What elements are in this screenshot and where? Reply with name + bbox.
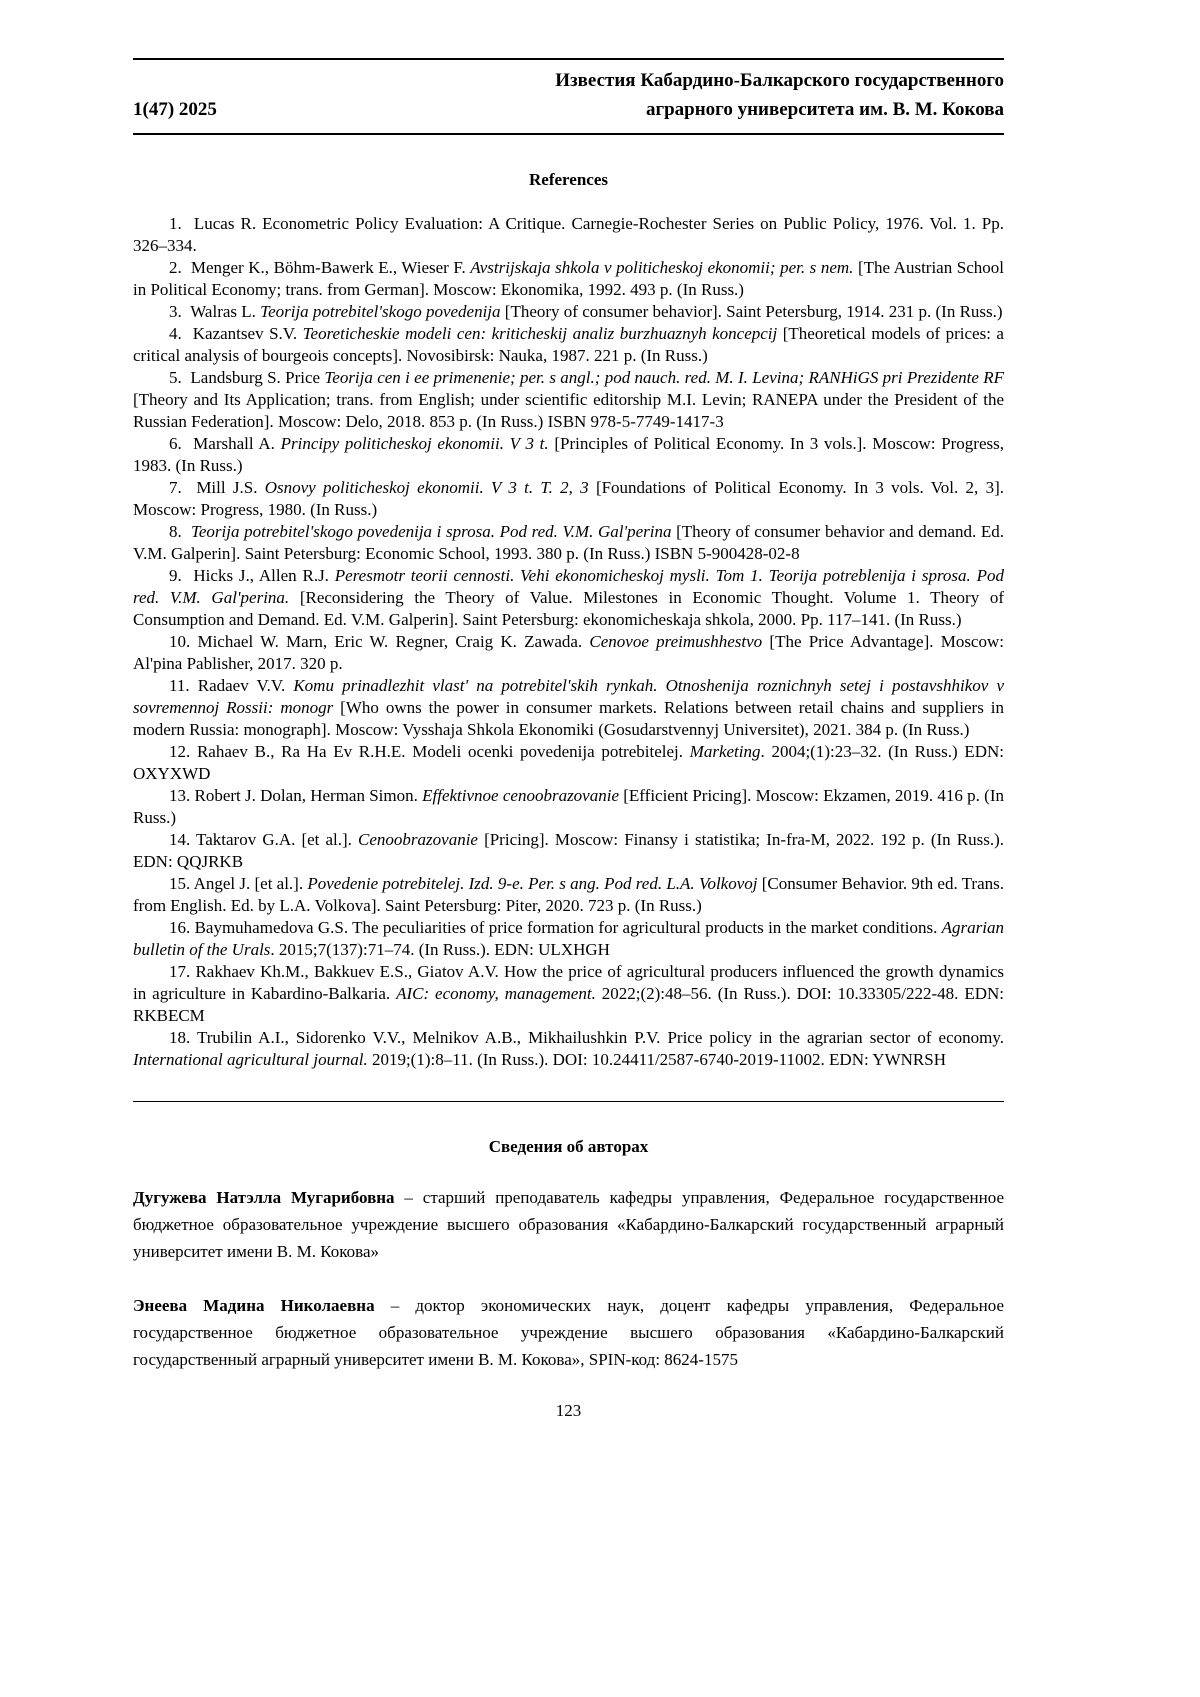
reference-item: 6. Marshall A. Principy politicheskoj ekonomii. V 3 t. [Principles of Political Economy. In 3 vols.]. Moscow: Progress, 1983. (In Russ.) <box>133 434 1004 475</box>
references-title: References <box>529 170 608 189</box>
reference-item: 10. Michael W. Marn, Eric W. Regner, Craig K. Zawada. Cenovoe preimushhestvo [The Price Advantage]. Moscow: Al'pina Pablisher, 2017. 320 p. <box>133 632 1004 673</box>
author-item: Дугужева Натэлла Мугарибовна – старший преподаватель кафедры управления, Федеральное государственное бюджетное образовательное учреждение высшего образования «Кабардино-Балкарский государственный аграрный университет имени В. М. Кокова» <box>133 1188 1004 1261</box>
reference-item: 12. Rahaev B., Ra Ha Ev R.H.E. Modeli ocenki povedenija potrebitelej. Marketing. 2004;(1):23–32. (In Russ.) EDN: OXYXWD <box>133 742 1004 783</box>
reference-item: 18. Trubilin A.I., Sidorenko V.V., Melnikov A.B., Mikhailushkin P.V. Price policy in the agrarian sector of economy. International agricultural journal. 2019;(1):8–11. (In Russ.). DOI: 10.24411/2587-6740-2019-11002. EDN: YWNRSH <box>133 1028 1004 1069</box>
page-header <box>133 58 1004 135</box>
author-item: Энеева Мадина Николаевна – доктор экономических наук, доцент кафедры управления, Федеральное государственное бюджетное образовательное учреждение высшего образования «Кабардино-Балкарский государственный аграрный университет имени В. М. Кокова», SPIN-код: 8624-1575 <box>133 1296 1004 1369</box>
reference-item: 16. Baymuhamedova G.S. The peculiarities of price formation for agricultural products in the market conditions. Agrarian bulletin of the Urals. 2015;7(137):71–74. (In Russ.). EDN: ULXHGH <box>133 918 1004 959</box>
reference-item: 2. Menger K., Böhm-Bawerk E., Wieser F. Avstrijskaja shkola v politicheskoj ekonomii; per. s nem. [The Austrian School in Political Economy; trans. from German]. Moscow: Ekonomika, 1992. 493 p. (In Russ.) <box>133 258 1004 299</box>
reference-item: 8. Teorija potrebitel'skogo povedenija i sprosa. Pod red. V.M. Gal'perina [Theory of consumer behavior and demand. Ed. V.M. Galperin]. Saint Petersburg: Economic School, 1993. 380 p. (In Russ.) ISBN 5-900428-02-8 <box>133 522 1005 563</box>
reference-item: 4. Kazantsev S.V. Teoreticheskie modeli cen: kriticheskij analiz burzhuaznyh koncepcij [Theoretical models of prices: a critical analysis of bourgeois concepts]. Novosibirsk: Nauka, 1987. 221 p. (In Russ.) <box>133 324 1004 365</box>
reference-item: 3. Walras L. Teorija potrebitel'skogo povedenija [Theory of consumer behavior]. Saint Petersburg, 1914. 231 p. (In Russ.) <box>169 302 1003 321</box>
authors-list <box>133 1184 1004 1373</box>
reference-item: 15. Angel J. [et al.]. Povedenie potrebitelej. Izd. 9-e. Per. s ang. Pod red. L.A. Volkovoj [Consumer Behavior. 9th ed. Trans. from English. Ed. by L.A. Volkova]. Saint Petersburg: Piter, 2020. 723 p. (In Russ.) <box>133 874 1004 915</box>
reference-item: 5. Landsburg S. Price Teorija cen i ee primenenie; per. s angl.; pod nauch. red. M. I. Levina; RANHiGS pri Prezidente RF [Theory and Its Application; trans. from English; under scientific editorship M.I. Levin; RANEPA under the President of the Russian Federation]. Moscow: Delo, 2018. 853 p. (In Russ.) ISBN 978-5-7749-1417-3 <box>133 368 1004 431</box>
references-list <box>133 213 1004 1071</box>
reference-item: 11. Radaev V.V. Komu prinadlezhit vlast' na potrebitel'skih rynkah. Otnoshenija roznichnyh setej i postavshhikov v sovremennoj Rossii: monogr [Who owns the power in consumer markets. Relations between retail chains and suppliers in modern Russia: monograph]. Moscow: Vysshaja Shkola Ekonomiki (Gosudarstvennyj Universitet), 2021. 384 p. (In Russ.) <box>133 676 1004 739</box>
reference-item: 9. Hicks J., Allen R.J. Peresmotr teorii cennosti. Vehi ekonomicheskoj mysli. Tom 1. Teorija potreblenija i sprosa. Pod red. V.M. Gal'perina. [Reconsidering the Theory of Value. Milestones in Economic Thought. Volume 1. Theory of Consumption and Demand. Ed. V.M. Galperin]. Saint Petersburg: ekonomicheskaja shkola, 2000. Pp. 117–141. (In Russ.) <box>133 566 1005 629</box>
reference-item: 13. Robert J. Dolan, Herman Simon. Effektivnoe cenoobrazovanie [Efficient Pricing]. Moscow: Ekzamen, 2019. 416 p. (In Russ.) <box>133 786 1004 827</box>
authors-section-title: Сведения об авторах <box>488 1137 649 1156</box>
journal-title-line2: аграрного университета им. В. М. Кокова <box>645 99 1004 120</box>
section-divider <box>133 1101 1004 1102</box>
reference-item: 1. Lucas R. Econometric Policy Evaluation: A Critique. Carnegie-Rochester Series on Public Policy, 1976. Vol. 1. Pp. 326–334. <box>133 214 1004 255</box>
reference-item: 7. Mill J.S. Osnovy politicheskoj ekonomii. V 3 t. T. 2, 3 [Foundations of Political Economy. In 3 vols. Vol. 2, 3]. Moscow: Progress, 1980. (In Russ.) <box>133 478 1004 519</box>
journal-title-line1: Известия Кабардино-Балкарского государственного <box>555 70 1004 91</box>
issue-number: 1(47) 2025 <box>133 99 217 120</box>
page-number: 123 <box>555 1401 582 1420</box>
reference-item: 14. Taktarov G.A. [et al.]. Cenoobrazovanie [Pricing]. Moscow: Finansy i statistika; In-fra-M, 2022. 192 p. (In Russ.). EDN: QQJRKB <box>133 830 1005 871</box>
journal-title <box>555 66 1004 124</box>
reference-item: 17. Rakhaev Kh.M., Bakkuev E.S., Giatov A.V. How the price of agricultural producers influenced the growth dynamics in agriculture in Kabardino-Balkaria. AIC: economy, management. 2022;(2):48–56. (In Russ.). DOI: 10.33305/222-48. EDN: RKBECM <box>133 962 1004 1025</box>
